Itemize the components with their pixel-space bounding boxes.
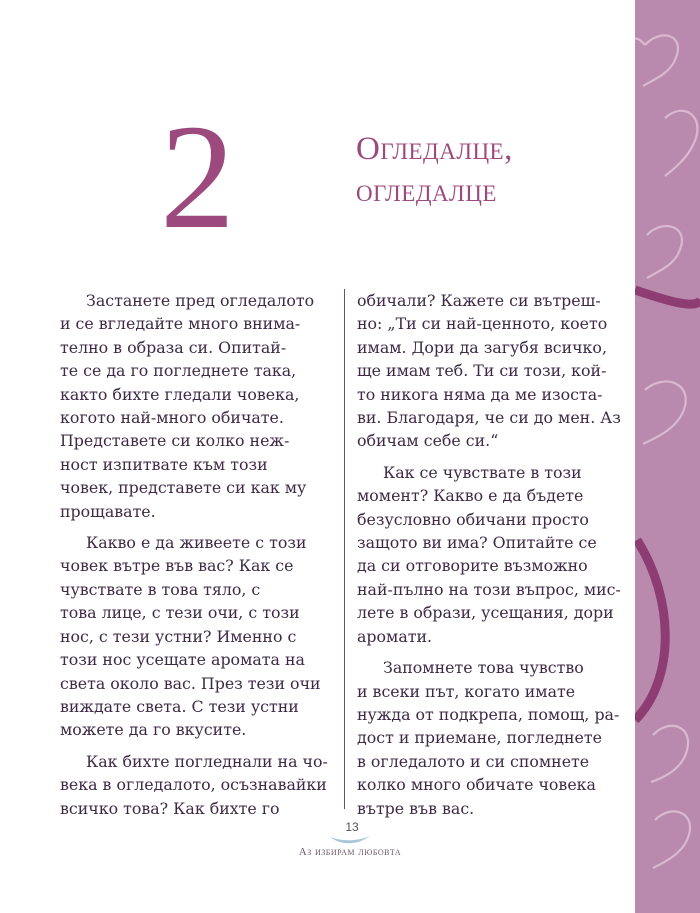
page-footer <box>0 820 700 858</box>
swoosh-ornament-icon <box>328 834 372 846</box>
chapter-title-line-2: огледалце <box>356 173 497 209</box>
chapter-title <box>356 128 513 212</box>
paragraph: Какво е да живеете с този човек вътре във вас? Как се чувствате в това тяло, с това лице, с тези очи, с този нос, с тези устни? Именно с този нос усещате аромата на света около вас. През тези очи виждате света. С тези устни можете да го вкусите. <box>60 533 321 740</box>
column-divider <box>344 289 345 809</box>
paragraph-continued: обичали? Кажете си вътреш- но: „Ти си най-ценното, което имам. Дори да загубя всичко, ще имам теб. Ти си този, кой- то никога няма да ме изоста- ви. Благодаря, че си до мен. Аз обичам себе си.“ <box>357 291 621 451</box>
paragraph: Запомнете това чувство и всеки път, когато имате нужда от подкрепа, помощ, ра- дост и приемане, погледнете в огледалото и си спомнете колко много обичате човека вътре във вас. <box>357 658 620 818</box>
chapter-number: 2 <box>160 94 235 260</box>
decorative-side-band <box>635 0 700 913</box>
running-book-title: Аз избирам любовта <box>298 846 402 858</box>
page-number: 13 <box>345 820 359 834</box>
left-text-column <box>60 289 332 828</box>
chapter-title-line-1: Огледалце, <box>356 131 513 167</box>
paragraph: Как бихте погледнали на чо- века в огледалото, осъзнавайки всичко това? Как бихте го <box>60 751 328 818</box>
paragraph: Застанете пред огледалото и се вгледайте много внима- телно в образа си. Опитай- те се да го погледнете така, както бихте гледали човека, когото най-много обичате. Представете си колко неж- ност изпитвате към този човек, представете си как му прощавате. <box>60 291 315 521</box>
paragraph: Как се чувствате в този момент? Какво е да бъдете безусловно обичани просто защото ви има? Опитайте се да си отговорите възможно най-пълно на този въпрос, мис- лете в образи, усещания, дори аромати. <box>357 462 621 646</box>
heart-ornament-icon <box>635 0 700 913</box>
right-text-column <box>357 289 625 828</box>
